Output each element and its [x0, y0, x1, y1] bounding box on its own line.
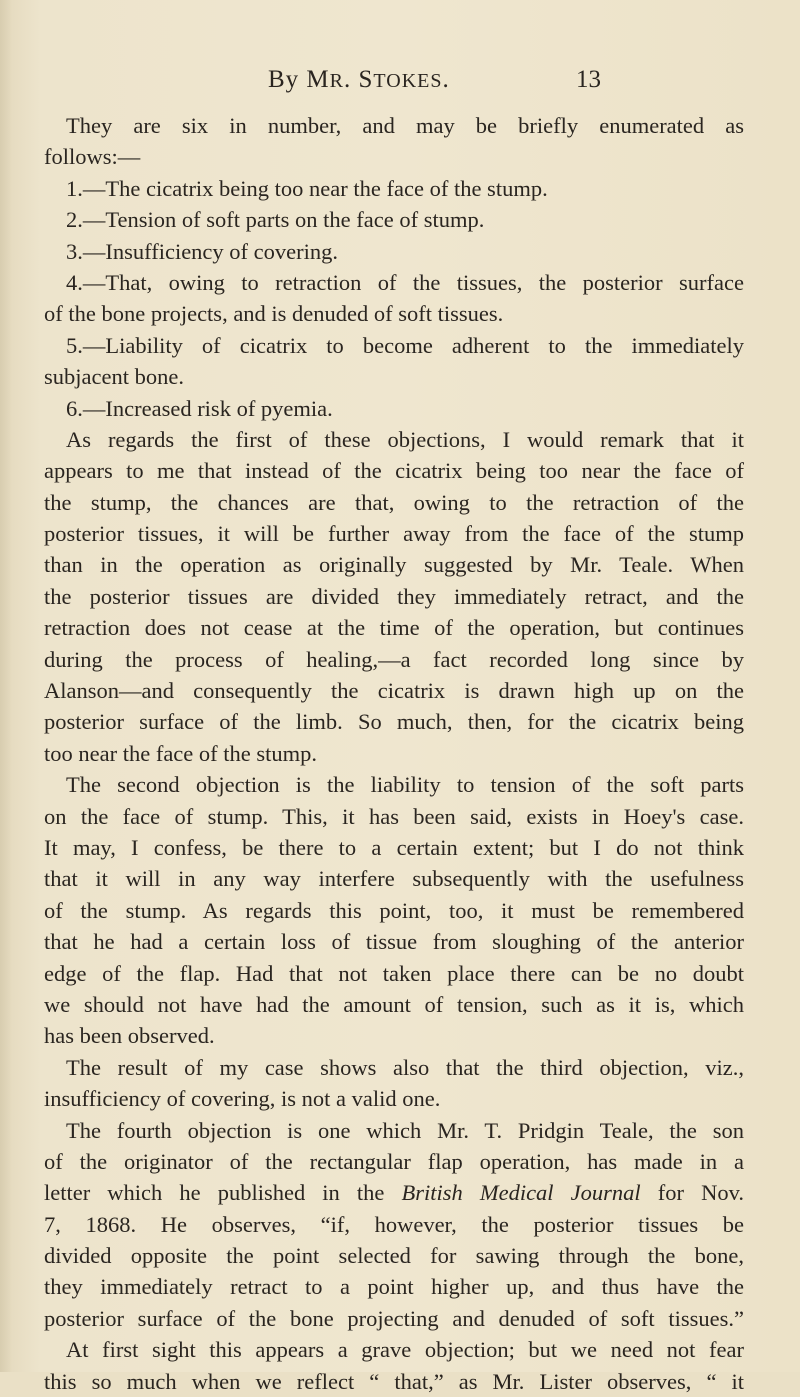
text-line: edge of the flap. Had that not taken place there can be no doubt [44, 960, 744, 986]
text-line: As regards the first of these objections, I would remark that it [66, 426, 744, 452]
text-line: posterior tissues, it will be further away from the face of the stump [44, 521, 744, 547]
text-line: that he had a certain loss of tissue from sloughing of the anterior [44, 929, 744, 955]
text-line: 5.—Liability of cicatrix to become adherent to the immediately [66, 332, 744, 358]
running-head-part: TOKES [373, 70, 443, 92]
text-line: this so much when we reflect “ that,” as Mr. Lister observes, “ it [44, 1368, 744, 1394]
text-line: 3.—Insufficiency of covering. [66, 238, 338, 264]
text-line: subjacent bone. [44, 364, 184, 390]
text-line: Alanson—and consequently the cicatrix is drawn high up on the [44, 678, 744, 704]
text-line: posterior surface of the limb. So much, then, for the cicatrix being [44, 709, 744, 735]
text-line: appears to me that instead of the cicatrix being too near the face of [44, 458, 744, 484]
text-line: The result of my case shows also that the third objection, viz., [66, 1054, 744, 1080]
running-head [268, 66, 450, 94]
text-line: 6.—Increased risk of pyemia. [66, 395, 333, 421]
journal-title: British Medical Journal [401, 1180, 641, 1206]
text-line: of the stump. As regards this point, too, it must be remembered [44, 897, 744, 923]
text-line: of the bone projects, and is denuded of soft tissues. [44, 301, 504, 327]
page-header [0, 66, 800, 100]
text-line: has been observed. [44, 1023, 215, 1049]
text-line: It may, I confess, be there to a certain extent; but I do not think [44, 834, 744, 860]
page-gutter-shadow [0, 0, 12, 1372]
running-head-part: . S [344, 66, 374, 93]
text-line: 4.—That, owing to retraction of the tissues, the posterior surface [66, 269, 744, 295]
text-line: on the face of stump. This, it has been said, exists in Hoey's case. [44, 803, 744, 829]
text-line: of the originator of the rectangular flap operation, has made in a [44, 1148, 744, 1174]
text-line: during the process of healing,—a fact recorded long since by [44, 646, 744, 672]
running-head-part: R [329, 70, 344, 92]
text-line: the stump, the chances are that, owing to the retraction of the [44, 489, 744, 515]
text-line: They are six in number, and may be briefly enumerated as [66, 113, 744, 138]
text-line: than in the operation as originally suggested by Mr. Teale. When [44, 552, 744, 578]
text-line-with-journal-title [44, 1177, 744, 1208]
line-segment: letter which he published in the [44, 1180, 402, 1206]
text-line: 1.—The cicatrix being too near the face of the stump. [66, 175, 548, 201]
text-line: The second objection is the liability to tension of the soft parts [66, 772, 744, 798]
text-line: too near the face of the stump. [44, 740, 318, 766]
text-line: insufficiency of covering, is not a valid one. [44, 1086, 441, 1112]
text-line: retraction does not cease at the time of the operation, but continues [44, 615, 744, 641]
text-line: follows:— [44, 144, 141, 170]
text-line: divided opposite the point selected for sawing through the bone, [44, 1243, 744, 1269]
page-number: 13 [576, 66, 601, 93]
text-line: The fourth objection is one which Mr. T. Pridgin Teale, the son [66, 1117, 744, 1143]
text-line: posterior surface of the bone projecting and denuded of soft tissues.” [44, 1305, 744, 1331]
running-head-part: By M [268, 66, 330, 93]
text-line: 2.—Tension of soft parts on the face of stump. [66, 207, 485, 233]
text-line: At first sight this appears a grave objection; but we need not fear [66, 1337, 744, 1363]
text-line: we should not have had the amount of tension, such as it is, which [44, 991, 744, 1017]
text-line: that it will in any way interfere subsequently with the usefulness [44, 866, 744, 892]
body-text [44, 110, 744, 1397]
line-segment: for Nov. [640, 1180, 744, 1206]
text-line: they immediately retract to a point higher up, and thus have the [44, 1274, 744, 1300]
text-line: 7, 1868. He observes, “if, however, the posterior tissues be [44, 1211, 744, 1237]
running-head-part: . [442, 66, 450, 93]
text-line: the posterior tissues are divided they immediately retract, and the [44, 583, 744, 609]
